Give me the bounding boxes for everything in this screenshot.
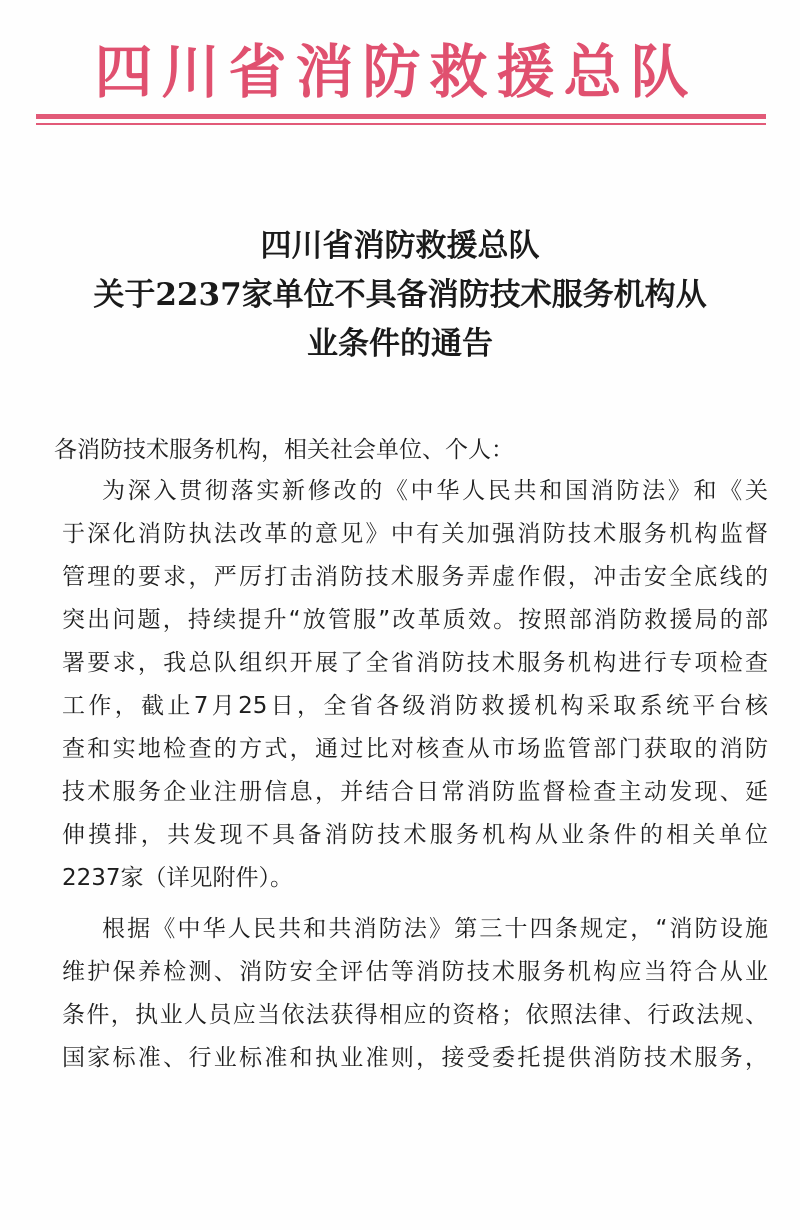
paragraph-1: [62, 470, 768, 900]
title-line-3: 业条件的通告: [307, 326, 493, 362]
paragraph-line: 国家标准、行业标准和执业准则，接受委托提供消防技术服务，: [62, 1045, 768, 1071]
title-line-1: 四川省消防救援总队: [260, 228, 540, 264]
paragraph-line: 于深化消防执法改革的意见》中有关加强消防技术服务机构监督: [62, 521, 768, 547]
paragraph-line: 2237家（详见附件）。: [62, 865, 294, 891]
paragraph-line: 突出问题，持续提升“放管服”改革质效。按照部消防救援局的部: [62, 607, 768, 633]
paragraph-line: 伸摸排，共发现不具备消防技术服务机构从业条件的相关单位: [62, 822, 768, 848]
document-title: [40, 222, 760, 369]
paragraph-line: 条件，执业人员应当依法获得相应的资格；依照法律、行政法规、: [62, 1002, 768, 1028]
paragraph-line: 管理的要求，严厉打击消防技术服务弄虚作假，冲击安全底线的: [62, 564, 768, 590]
paragraph-line: 技术服务企业注册信息，并结合日常消防监督检查主动发现、延: [62, 779, 768, 805]
paragraph-2: [62, 908, 768, 1080]
letterhead-rule-thick: [36, 114, 766, 119]
salutation: 各消防技术服务机构，相关社会单位、个人：: [54, 437, 514, 463]
document-body: [54, 430, 768, 1080]
letterhead-org-name: 四川省消防救援总队: [94, 38, 698, 106]
paragraph-line: 署要求，我总队组织开展了全省消防技术服务机构进行专项检查: [62, 650, 768, 676]
paragraph-line: 查和实地检查的方式，通过比对核查从市场监管部门获取的消防: [62, 736, 768, 762]
paragraph-line: 为深入贯彻落实新修改的《中华人民共和国消防法》和《关: [102, 478, 768, 504]
paragraph-line: 根据《中华人民共和共消防法》第三十四条规定，“消防设施: [102, 916, 768, 942]
title-line-2: 关于2237家单位不具备消防技术服务机构从: [93, 277, 707, 313]
paragraph-line: 工作，截止7月25日，全省各级消防救援机构采取系统平台核: [62, 693, 768, 719]
letterhead-rule-thin: [36, 123, 766, 125]
paragraph-line: 维护保养检测、消防安全评估等消防技术服务机构应当符合从业: [62, 959, 768, 985]
